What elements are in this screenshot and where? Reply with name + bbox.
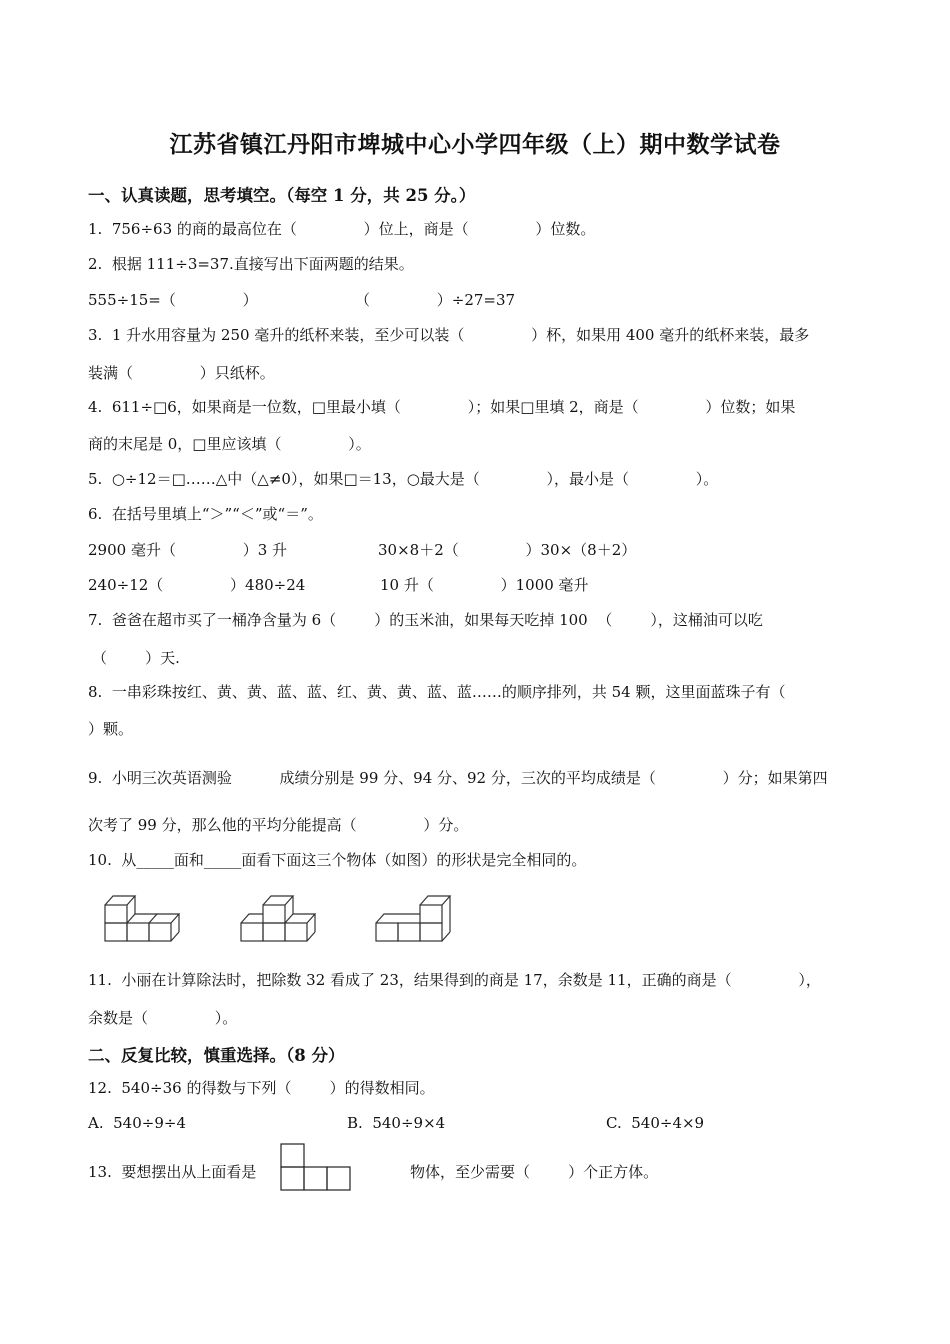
- question-11-line-2: 余数是（ ）。: [88, 1009, 238, 1027]
- section-2-heading: 二、反复比较，慎重选择。（8 分）: [88, 1046, 345, 1065]
- question-13-end: 物体，至少需要（ ）个正方体。: [410, 1163, 659, 1181]
- question-11-line-1: 11. 小丽在计算除法时，把除数 32 看成了 23，结果得到的商是 17，余数是 11，正确的商是（ ），: [88, 971, 821, 989]
- question-12-option-a: A. 540÷9÷4: [88, 1114, 186, 1132]
- question-12-option-b: B. 540÷9×4: [347, 1114, 446, 1132]
- question-3-line-2: 装满（ ）只纸杯。: [88, 364, 275, 382]
- question-8-line-1: 8. 一串彩珠按红、黄、黄、蓝、蓝、红、黄、黄、蓝、蓝……的顺序排列，共 54 颗，这里面蓝珠子有（: [88, 683, 786, 701]
- question-2-part-b: （ ）÷27=37: [355, 291, 516, 309]
- question-12: 12. 540÷36 的得数与下列（ ）的得数相同。: [88, 1079, 435, 1097]
- question-6-item-c: 240÷12（ ）480÷24: [88, 576, 306, 594]
- question-10: 10. 从_____面和_____面看下面这三个物体（如图）的形状是完全相同的。: [88, 851, 587, 869]
- question-7-line-2: （ ）天.: [92, 649, 180, 667]
- question-5: 5. ○÷12＝□……△中（△≠0），如果□＝13，○最大是（ ），最小是（ ）。: [88, 470, 719, 488]
- cube-figure-1: [100, 890, 180, 946]
- question-4-line-2: 商的末尾是 0，□里应该填（ ）。: [88, 435, 371, 453]
- question-6-item-a: 2900 毫升（ ）3 升: [88, 541, 288, 559]
- question-9-line-1: 9. 小明三次英语测验 成绩分别是 99 分、94 分、92 分，三次的平均成绩是（ ）分；如果第四: [88, 769, 828, 787]
- question-2: 2. 根据 111÷3=37.直接写出下面两题的结果。: [88, 255, 414, 273]
- cube-figure-2: [236, 890, 316, 946]
- question-6-item-b: 30×8＋2（ ）30×（8＋2）: [378, 541, 637, 559]
- question-8-line-2: ）颗。: [88, 720, 134, 738]
- question-6-item-d: 10 升（ ）1000 毫升: [380, 576, 589, 594]
- section-1-heading: 一、认真读题，思考填空。（每空 1 分，共 25 分。）: [88, 186, 476, 205]
- question-9-line-2: 次考了 99 分，那么他的平均分能提高（ ）分。: [88, 816, 469, 834]
- question-7-line-1: 7. 爸爸在超市买了一桶净含量为 6（ ）的玉米油，如果每天吃掉 100 （ ），这桶油可以吃: [88, 611, 763, 629]
- top-view-figure: [280, 1143, 352, 1191]
- page-title: 江苏省镇江丹阳市埤城中心小学四年级（上）期中数学试卷: [169, 131, 781, 158]
- question-6: 6. 在括号里填上“＞”“＜”或“＝”。: [88, 505, 323, 523]
- question-4-line-1: 4. 611÷□6，如果商是一位数，□里最小填（ ）；如果□里填 2，商是（ ）位数；如果: [88, 398, 796, 416]
- question-3-line-1: 3. 1 升水用容量为 250 毫升的纸杯来装，至少可以装（ ）杯，如果用 400 毫升的纸杯来装，最多: [88, 326, 810, 344]
- question-2-part-a: 555÷15=（ ）: [88, 291, 258, 309]
- question-13-start: 13. 要想摆出从上面看是: [88, 1163, 257, 1181]
- question-12-option-c: C. 540÷4×9: [606, 1114, 705, 1132]
- question-1: 1. 756÷63 的商的最高位在（ ）位上，商是（ ）位数。: [88, 220, 596, 238]
- cube-figure-3: [373, 890, 455, 946]
